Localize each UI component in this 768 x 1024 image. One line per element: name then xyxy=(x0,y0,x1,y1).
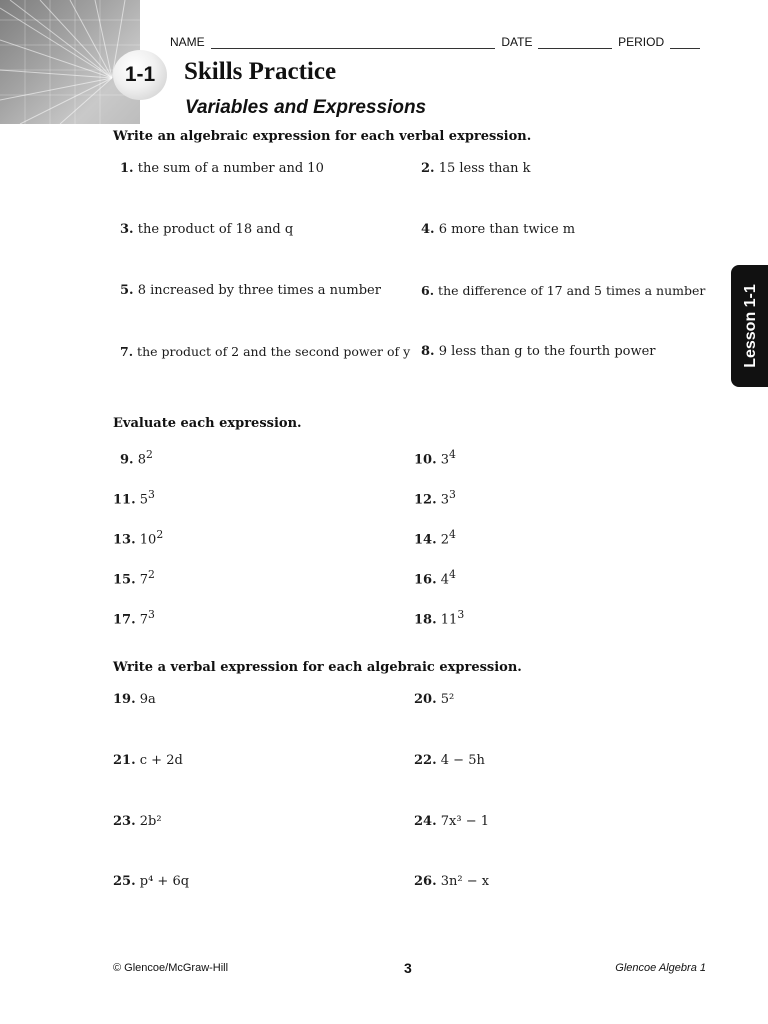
lesson-number: 1-1 xyxy=(124,63,156,86)
problem-item: 14. $2^4$ xyxy=(414,528,456,548)
date-field[interactable] xyxy=(538,37,612,49)
name-label: NAME xyxy=(170,35,205,49)
problem-item: 11. $5^3$ xyxy=(113,488,155,508)
problem-item: 15. $7^2$ xyxy=(113,568,155,588)
problem-item: 8. 9 less than g to the fourth power xyxy=(421,344,656,359)
problem-item: 2. 15 less than k xyxy=(421,161,531,176)
section-heading-verbal: Write a verbal expression for each algebraic expression. xyxy=(113,660,522,675)
date-label: DATE xyxy=(501,35,533,49)
lesson-number-badge xyxy=(113,50,167,100)
problem-item: 22. 4 − 5h xyxy=(414,753,485,768)
problem-item: 26. 3n² − x xyxy=(414,874,490,889)
lesson-side-tab-label: Lesson 1-1 xyxy=(742,284,759,368)
problem-item: 25. p⁴ + 6q xyxy=(113,874,190,889)
period-label: PERIOD xyxy=(618,35,665,49)
problem-item: 20. 5² xyxy=(414,692,455,707)
name-field[interactable] xyxy=(211,37,496,49)
problem-item: 5. 8 increased by three times a number xyxy=(120,283,381,298)
problem-item: 12. $3^3$ xyxy=(414,488,456,508)
page-number: 3 xyxy=(404,960,412,976)
footer-book-title: Glencoe Algebra 1 xyxy=(615,962,706,974)
problem-item: 9. $8^2$ xyxy=(120,448,153,468)
footer-copyright: © Glencoe/McGraw-Hill xyxy=(113,962,229,974)
section-heading-algebraic: Write an algebraic expression for each verbal expression. xyxy=(113,129,532,144)
problem-item: 19. 9a xyxy=(113,692,156,707)
problem-item: 16. $4^4$ xyxy=(414,568,456,588)
problem-item: 23. 2b² xyxy=(113,814,162,829)
problem-item: 3. the product of 18 and q xyxy=(120,222,294,237)
problem-item: 6. the difference of 17 and 5 times a number xyxy=(421,283,706,298)
page-title: Skills Practice xyxy=(184,58,337,85)
problem-item: 17. $7^3$ xyxy=(113,608,155,628)
page-subtitle: Variables and Expressions xyxy=(185,97,427,118)
problem-item: 4. 6 more than twice m xyxy=(421,222,576,237)
problem-item: 10. $3^4$ xyxy=(414,448,456,468)
student-info-line xyxy=(170,35,706,49)
problem-item: 18. $11^3$ xyxy=(414,608,465,628)
lesson-side-tab xyxy=(731,265,768,387)
section-heading-evaluate: Evaluate each expression. xyxy=(113,416,302,431)
period-field[interactable] xyxy=(670,37,700,49)
problem-item: 24. 7x³ − 1 xyxy=(414,814,490,829)
problem-item: 13. $10^2$ xyxy=(113,528,164,548)
problem-item: 1. the sum of a number and 10 xyxy=(120,161,324,176)
problem-item: 7. the product of 2 and the second power of y xyxy=(120,344,411,359)
problem-item: 21. c + 2d xyxy=(113,753,183,768)
